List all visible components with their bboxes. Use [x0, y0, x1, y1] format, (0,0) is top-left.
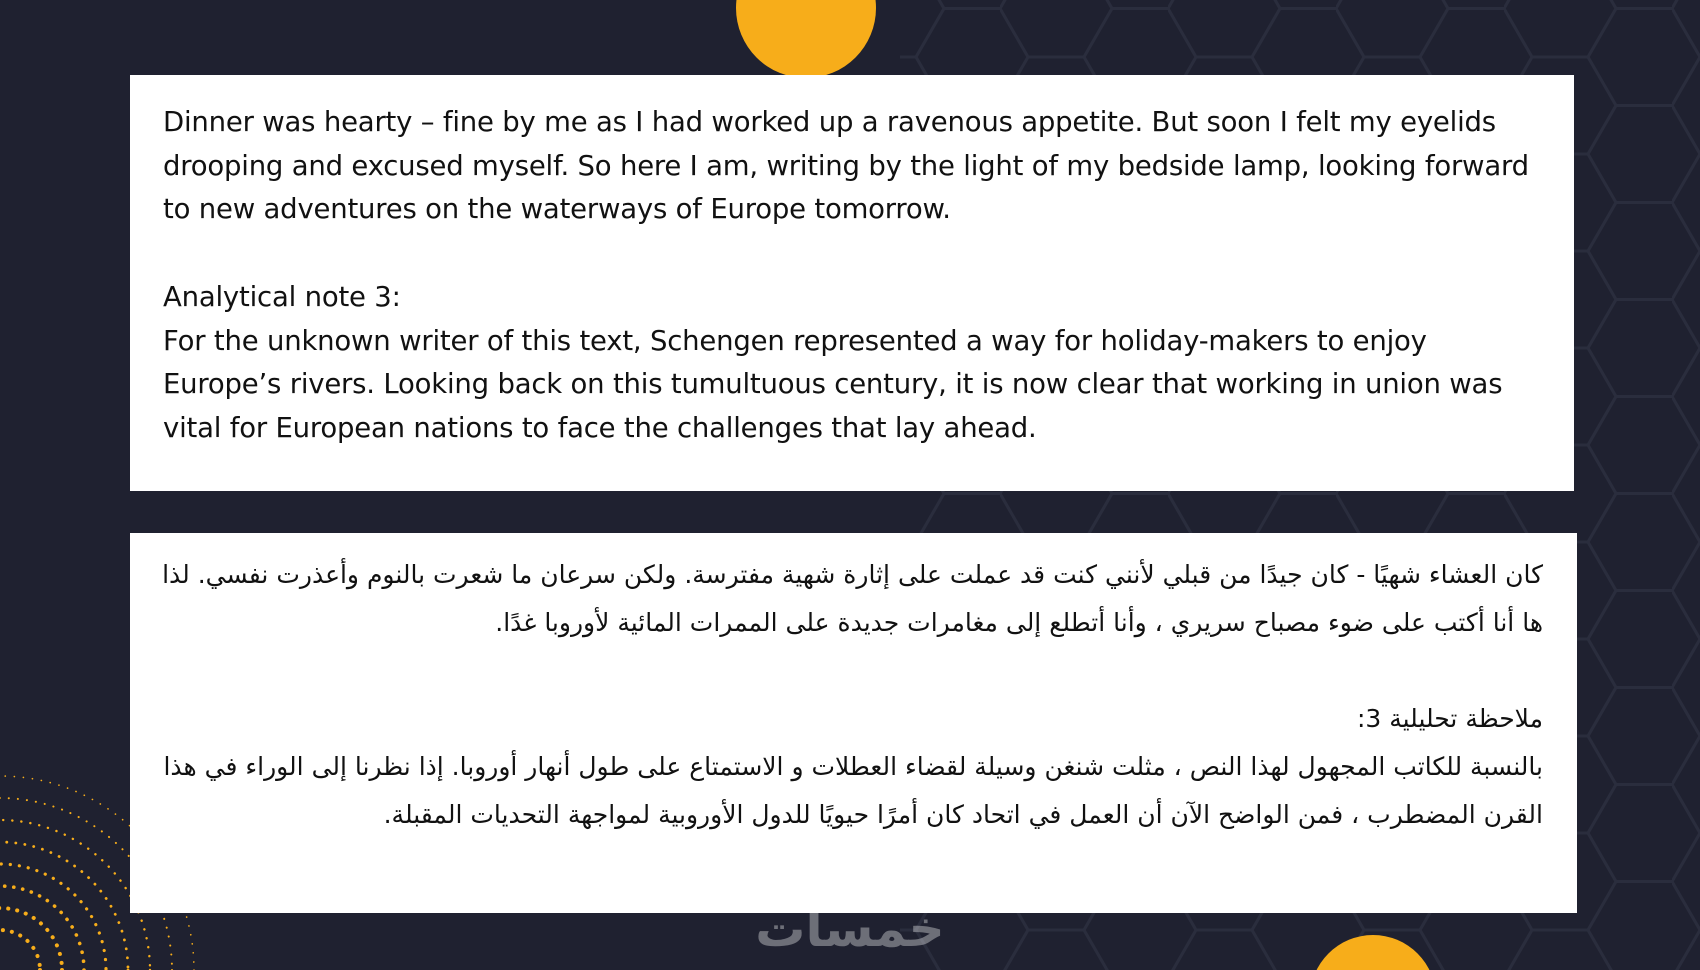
arabic-note-body: بالنسبة للكاتب المجهول لهذا النص ، مثلت شنغن وسيلة لقضاء العطلات و الاستمتاع على طول أنهار أوروبا. إذا نظرنا إلى الوراء في هذا القرن المضطرب ، فمن الواضح الآن أن العمل في اتحاد كان أمرًا حيويًا للدول الأوروبية لمواجهة التحديات المقبلة.	[163, 752, 1543, 829]
paragraph-gap	[163, 232, 1540, 276]
watermark-logo: خمسات	[755, 900, 945, 958]
english-paragraph: Dinner was hearty – fine by me as I had worked up a ravenous appetite. But soon I felt my eyelids drooping and excused myself. So here I am, writing by the light of my bedside lamp, looking forward to new adventures on the waterways of Europe tomorrow.	[163, 106, 1529, 226]
english-note-heading: Analytical note 3:	[163, 280, 401, 313]
paragraph-gap	[160, 647, 1543, 695]
arabic-text-card	[130, 533, 1577, 913]
arabic-note-heading: ملاحظة تحليلية 3:	[1356, 704, 1543, 733]
english-text-card	[130, 75, 1574, 491]
arabic-paragraph: كان العشاء شهيًا - كان جيدًا من قبلي لأنني كنت قد عملت على إثارة شهية مفترسة. ولكن سرعان ما شعرت بالنوم وأعذرت نفسي. لذا ها أنا أكتب على ضوء مصباح سريري ، وأنا أتطلع إلى مغامرات جديدة على الممرات المائية لأوروبا غدًا.	[162, 560, 1543, 637]
english-note-block	[163, 276, 1540, 451]
arabic-note-block	[160, 695, 1543, 839]
english-note-body: For the unknown writer of this text, Schengen represented a way for holiday-makers to enjoy Europe’s rivers. Looking back on this tumultuous century, it is now clear that working in union was vital for European nations to face the challenges that lay ahead.	[163, 324, 1503, 444]
